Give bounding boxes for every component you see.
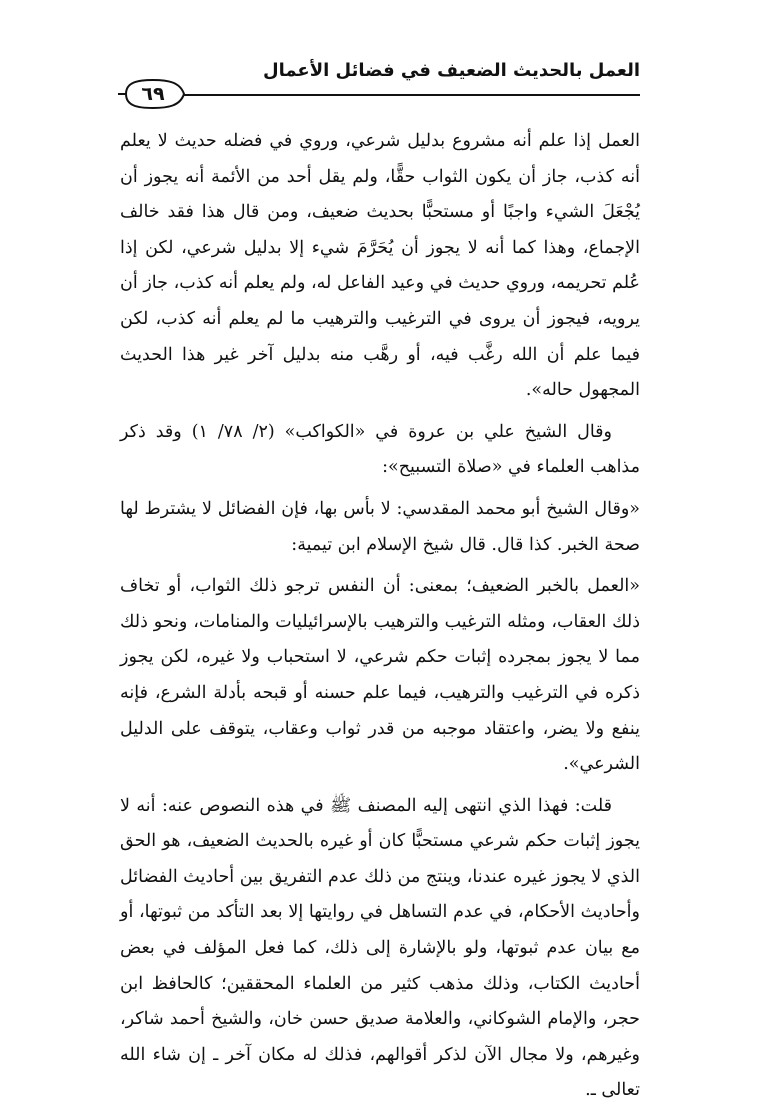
page-number: ٦٩	[141, 83, 165, 105]
page-header	[132, 58, 640, 86]
paragraph-4: «العمل بالخبر الضعيف؛ بمعنى: أن النفس ترجو ذلك الثواب، أو تخاف ذلك العقاب، ومثله الترغيب والترهيب بالإسرائيليات والمنامات، ونحو ذلك مما لا يجوز بمجرده إثبات حكم شرعي، لا استحباب ولا غيره، لكن يجوز ذكره في الترغيب والترهيب، فيما علم حسنه أو قبحه بأدلة الشرع، فإنه ينفع ولا يضر، واعتقاد موجبه من قدر ثواب وعقاب، يتوقف على الدليل الشرعي».	[120, 576, 640, 775]
running-title: العمل بالحديث الضعيف في فضائل الأعمال	[262, 60, 640, 81]
header-rule	[182, 94, 640, 96]
body-text	[120, 124, 640, 1115]
paragraph-5: قلت: فهذا الذي انتهى إليه المصنف ﷺ في هذه النصوص عنه: أنه لا يجوز إثبات حكم شرعي مستحبًّا كان أو غيره بالحديث الضعيف، هو الحق الذي لا يجوز غيره عندنا، وينتج من ذلك عدم التفريق بين أحاديث الفضائل وأحاديث الأحكام، في عدم التساهل في روايتها إلا بعد التأكد من ثبوتها، أو مع بيان عدم ثبوتها، ولو بالإشارة إلى ذلك، كما فعل المؤلف في بعض أحاديث الكتاب، وذلك مذهب كثير من العلماء المحققين؛ كالحافظ ابن حجر، والإمام الشوكاني، والعلامة صديق حسن خان، والشيخ أحمد شاكر، وغيرهم، ولا مجال الآن لذكر أقوالهم، فذلك له مكان آخر ـ إن شاء الله تعالى ـ.	[120, 795, 640, 1101]
paragraph-1: العمل إذا علم أنه مشروع بدليل شرعي، وروي في فضله حديث لا يعلم أنه كذب، جاز أن يكون الثواب حقًّا، ولم يقل أحد من الأئمة أنه يجوز أن يُجْعَلَ الشيء واجبًا أو مستحبًّا بحديث ضعيف، ومن قال هذا فقد خالف الإجماع، وهذا كما أنه لا يجوز أن يُحَرَّمَ شيء إلا بدليل شرعي، لكن إذا عُلم تحريمه، وروي حديث في وعيد الفاعل له، ولم يعلم أنه كذب، جاز أن يرويه، فيجوز أن يروى في الترغيب والترهيب ما لم يعلم أنه كذب، لكن فيما علم أن الله رغَّب فيه، أو رهَّب منه بدليل آخر غير هذا الحديث المجهول حاله».	[120, 131, 640, 401]
paragraph-2: وقال الشيخ علي بن عروة في «الكواكب» (٢/ ٧٨/ ١) وقد ذكر مذاهب العلماء في «صلاة التسبيح»:	[120, 421, 640, 478]
paragraph-3: «وقال الشيخ أبو محمد المقدسي: لا بأس بها، فإن الفضائل لا يشترط لها صحة الخبر. كذا قال. قال شيخ الإسلام ابن تيمية:	[120, 498, 640, 555]
